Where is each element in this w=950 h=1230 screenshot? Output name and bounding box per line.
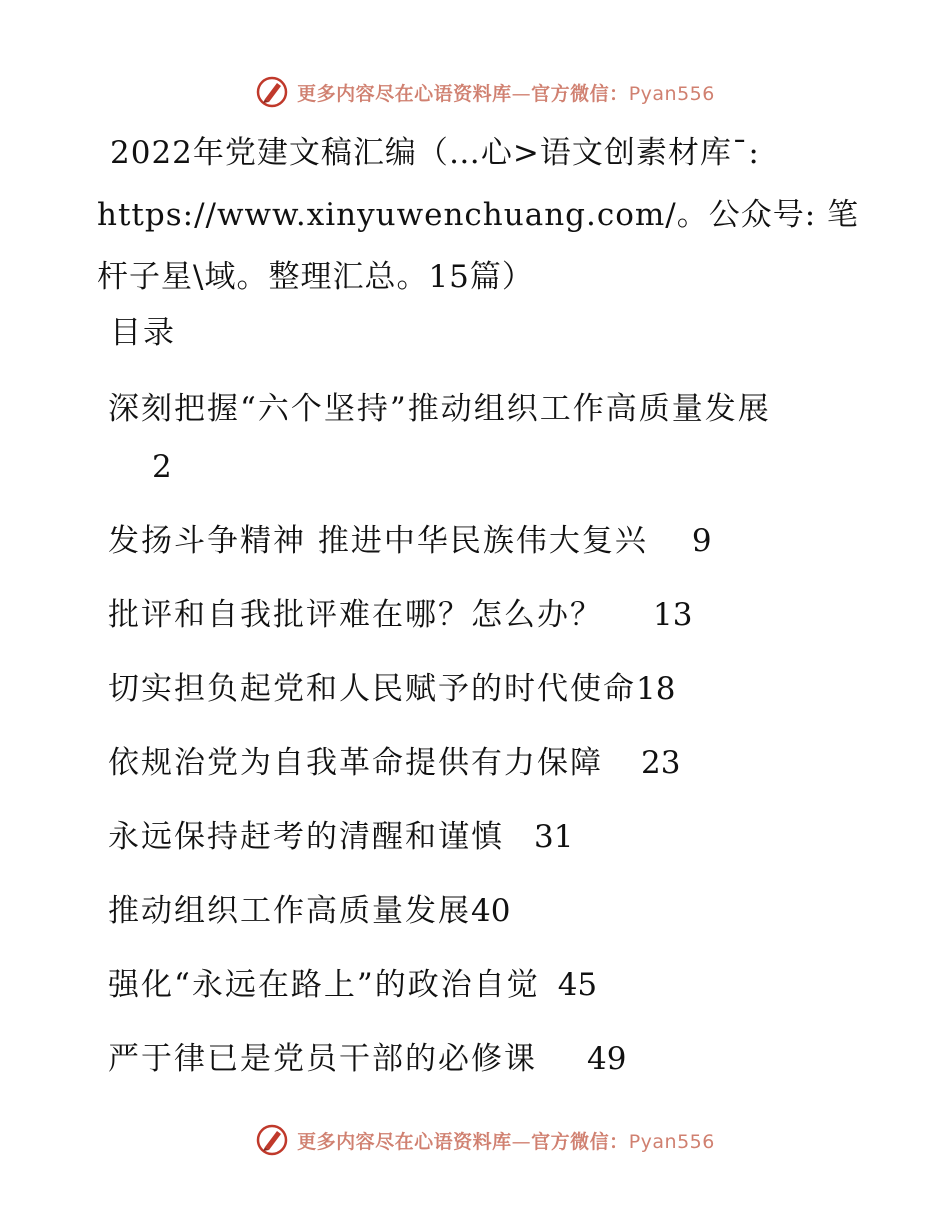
toc-item-title: 推动组织工作高质量发展	[108, 893, 471, 929]
heading-line-1: 2022年党建文稿汇编（…心>语文创素材库¯:	[110, 135, 760, 171]
toc-item[interactable]	[108, 1034, 868, 1084]
toc-item-page: 45	[557, 967, 598, 1003]
toc-item[interactable]	[108, 812, 868, 862]
footer-watermark-inner	[255, 1123, 715, 1157]
watermark-text	[297, 1127, 715, 1154]
toc-item-page: 49	[587, 1041, 627, 1077]
footer-watermark	[0, 1120, 950, 1160]
document-heading	[97, 122, 860, 308]
toc-title: 目录	[110, 315, 176, 351]
pen-logo-icon	[255, 75, 289, 109]
toc-item-title: 深刻把握“六个坚持”推动组织工作高质量发展	[108, 391, 771, 427]
watermark-dash: —	[511, 82, 532, 105]
watermark-id: Pyan556	[628, 1130, 715, 1153]
watermark-main: 更多内容尽在心语资料库	[297, 1130, 512, 1153]
toc-item[interactable]	[108, 886, 868, 936]
toc-item-title: 发扬斗争精神 推进中华民族伟大复兴	[108, 523, 648, 559]
table-of-contents	[108, 384, 868, 1108]
header-watermark-inner	[255, 75, 715, 109]
toc-item-page: 13	[653, 597, 693, 633]
toc-item[interactable]	[108, 960, 868, 1010]
header-watermark	[0, 72, 950, 112]
pen-logo-icon	[255, 1123, 289, 1157]
toc-item-title: 强化“永远在路上”的政治自觉	[108, 967, 540, 1003]
toc-item[interactable]	[108, 590, 868, 640]
toc-item-title: 永远保持赶考的清醒和谨慎	[108, 819, 504, 855]
watermark-id: Pyan556	[628, 82, 715, 105]
toc-item-page: 9	[691, 523, 712, 559]
toc-item[interactable]	[108, 664, 868, 714]
toc-item-page: 2	[152, 449, 172, 485]
toc-item[interactable]	[108, 738, 868, 788]
toc-item-page: 23	[641, 745, 681, 781]
toc-item-page: 40	[471, 893, 511, 929]
toc-item-page: 18	[636, 671, 676, 707]
watermark-main: 更多内容尽在心语资料库	[297, 82, 512, 105]
toc-item-title: 严于律已是党员干部的必修课	[108, 1041, 537, 1077]
watermark-suffix: 官方微信：	[531, 1130, 629, 1153]
toc-item-page: 31	[534, 819, 574, 855]
watermark-dash: —	[511, 1130, 532, 1153]
heading-line-3: 杆子星\域。整理汇总。15篇）	[97, 259, 534, 295]
toc-item-title: 依规治党为自我革命提供有力保障	[108, 745, 603, 781]
toc-item[interactable]	[108, 516, 868, 566]
toc-item-title: 切实担负起党和人民赋予的时代使命	[108, 671, 636, 707]
watermark-text	[297, 79, 715, 106]
watermark-suffix: 官方微信：	[531, 82, 629, 105]
toc-item-title: 批评和自我批评难在哪？怎么办？	[108, 597, 603, 633]
heading-line-2: https://www.xinyuwenchuang.com/。公众号: 笔	[97, 197, 860, 233]
toc-item[interactable]	[108, 384, 868, 492]
